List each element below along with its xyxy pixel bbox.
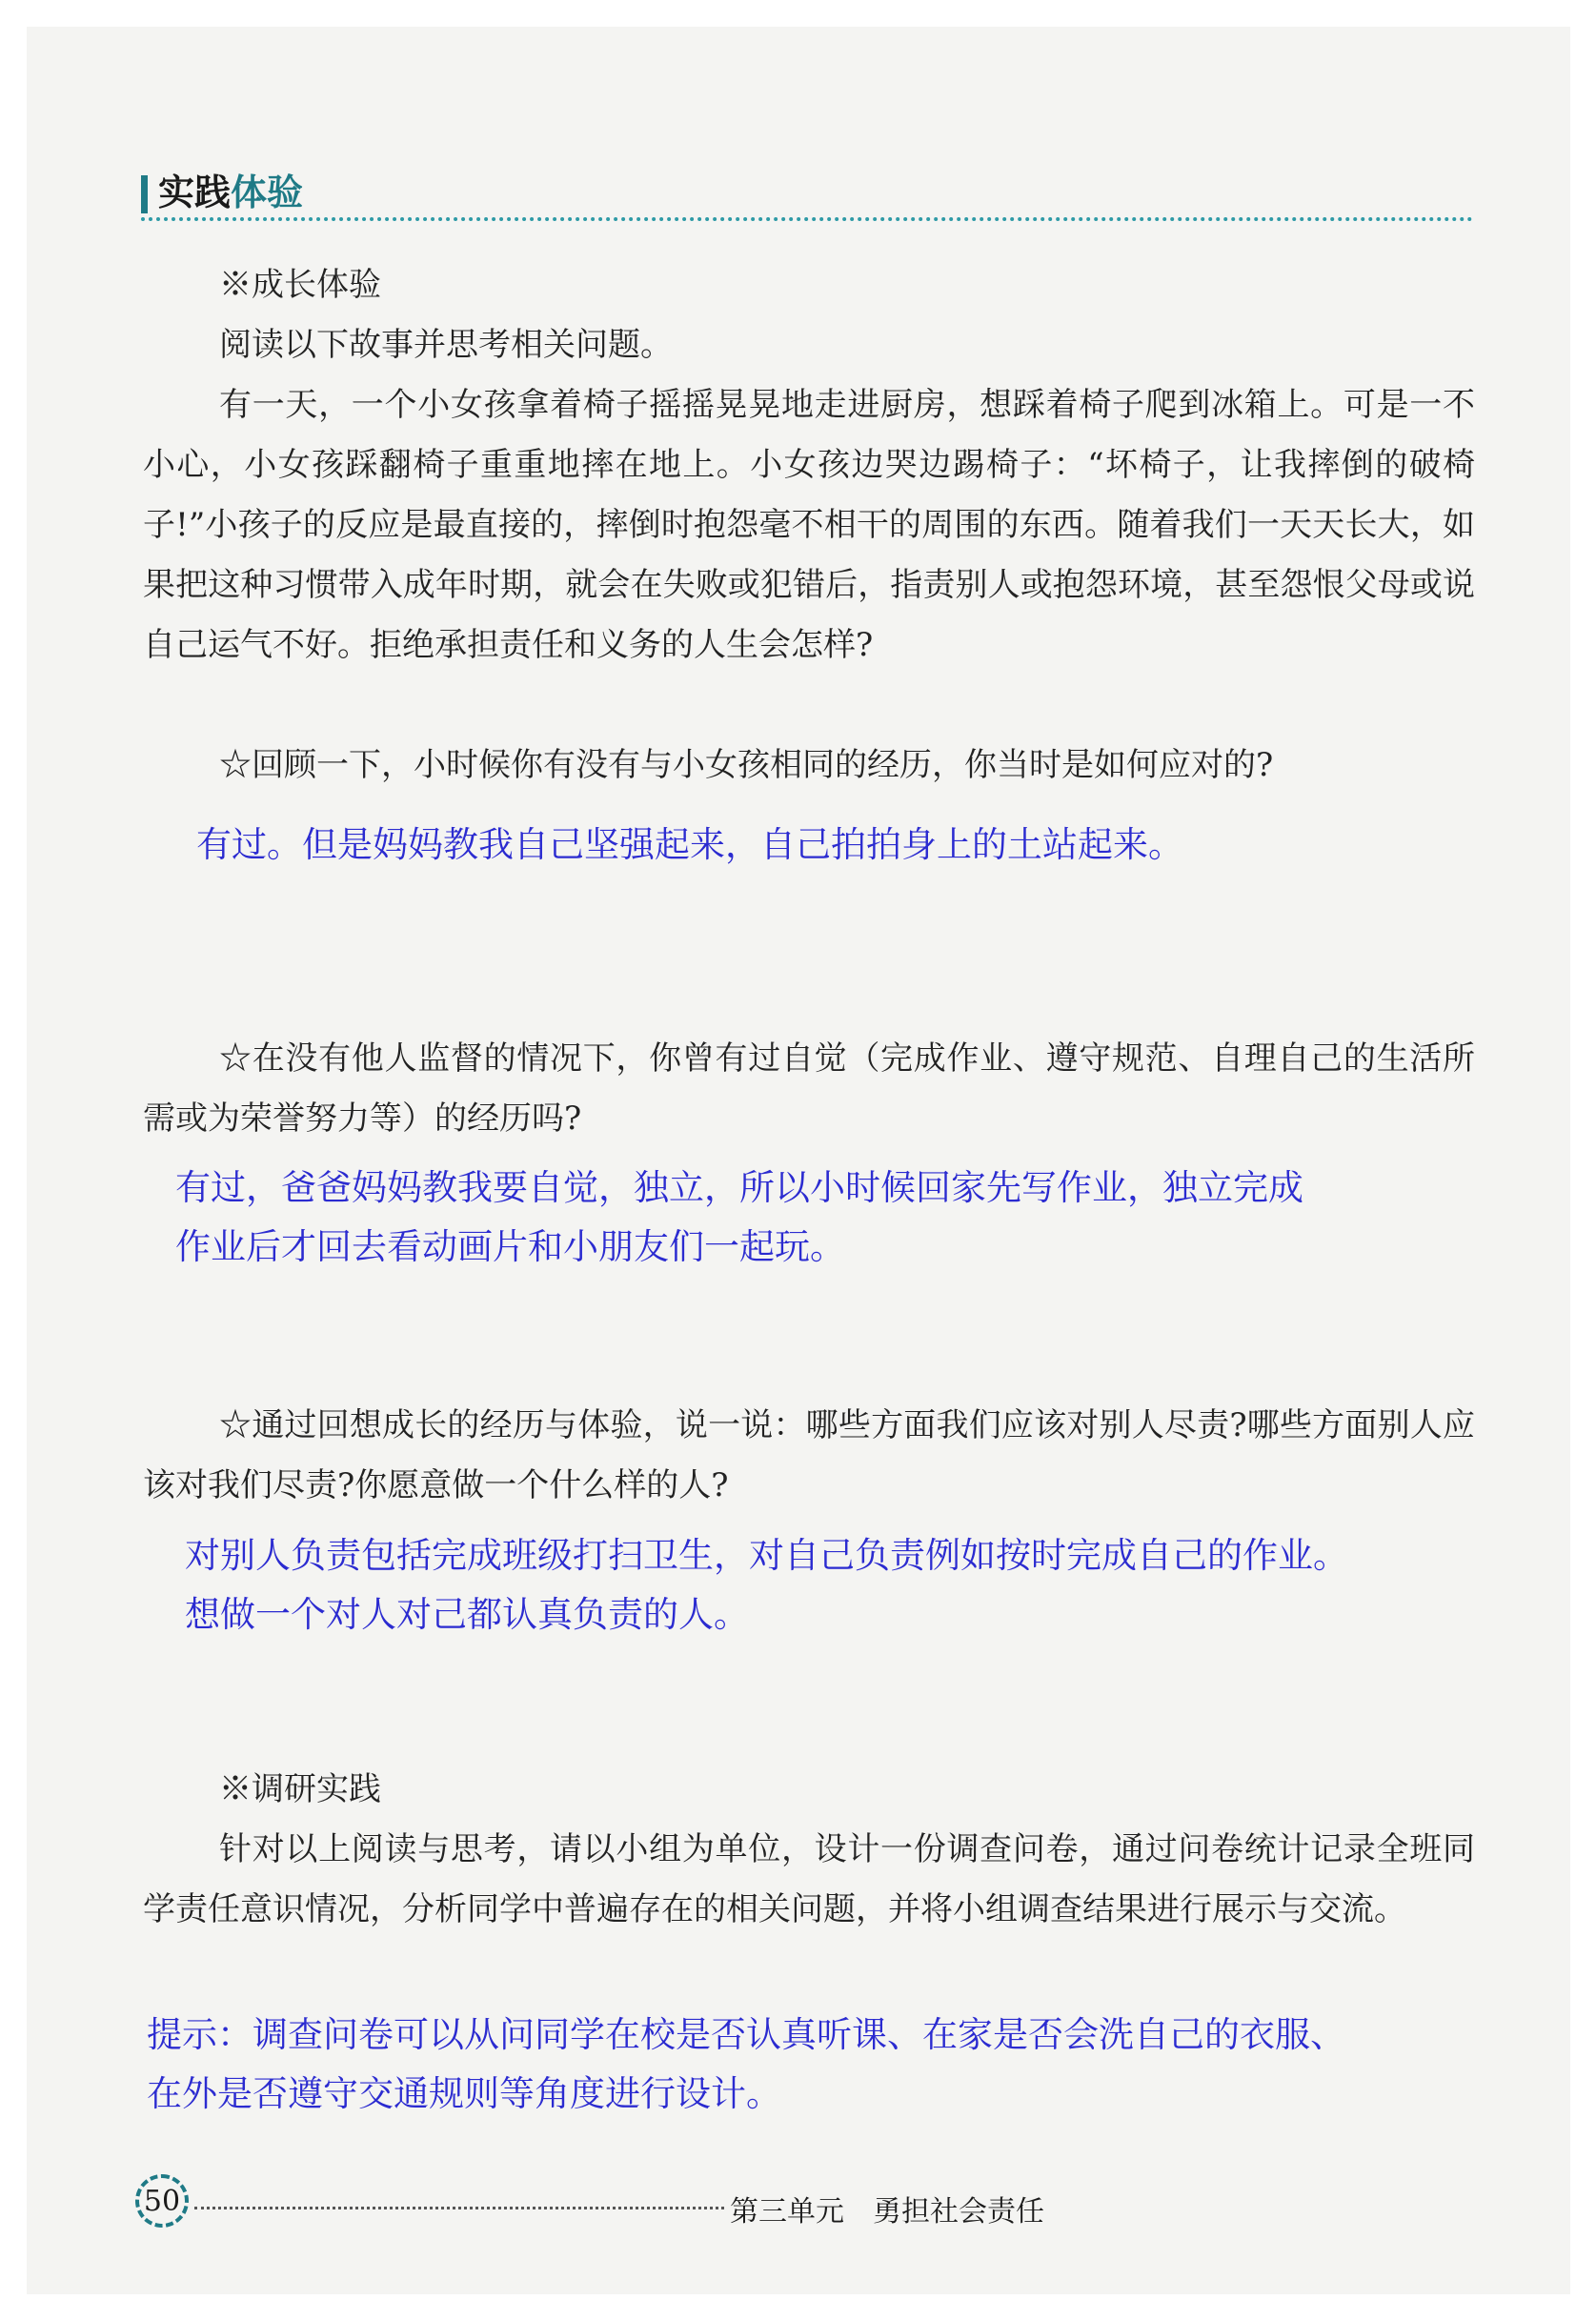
growth-heading: ※成长体验 xyxy=(219,266,381,304)
page-number: 50 xyxy=(143,2184,181,2218)
research-heading: ※调研实践 xyxy=(219,1770,381,1808)
answer-2-line-2: 作业后才回去看动画片和小朋友们一起玩。 xyxy=(175,1226,845,1267)
question-3: ☆通过回想成长的经历与体验，说一说：哪些方面我们应该对别人尽责?哪些方面别人应该对我们尽责?你愿意做一个什么样的人? xyxy=(143,1406,1475,1504)
section-header xyxy=(141,164,1475,221)
hint-line-2: 在外是否遵守交通规则等角度进行设计。 xyxy=(147,2073,781,2114)
question-1: ☆回顾一下，小时候你有没有与小女孩相同的经历，你当时是如何应对的? xyxy=(219,746,1274,784)
story-paragraph: 有一天，一个小女孩拿着椅子摇摇晃晃地走进厨房，想踩着椅子爬到冰箱上。可是一不小心，小女孩踩翻椅子重重地摔在地上。小女孩边哭边踢椅子：“坏椅子，让我摔倒的破椅子!”小孩子的反应是最直接的，摔倒时抱怨毫不相干的周围的东西。随着我们一天天长大，如果把这种习惯带入成年时期，就会在失败或犯错后，指责别人或抱怨环境，甚至怨恨父母或说自己运气不好。拒绝承担责任和义务的人生会怎样? xyxy=(143,386,1475,664)
answer-3-line-1: 对别人负责包括完成班级打扫卫生，对自己负责例如按时完成自己的作业。 xyxy=(185,1535,1348,1576)
header-accent-bar xyxy=(141,175,148,213)
page-number-badge xyxy=(135,2174,189,2228)
question-2: ☆在没有他人监督的情况下，你曾有过自觉（完成作业、遵守规范、自理自己的生活所需或为荣誉努力等）的经历吗? xyxy=(143,1039,1475,1138)
header-dotted-rule xyxy=(141,217,1473,221)
header-title: 实践体验 xyxy=(158,171,304,213)
answer-1: 有过。但是妈妈教我自己坚强起来，自己拍拍身上的土站起来。 xyxy=(196,824,1183,865)
footer-dotted-rule xyxy=(194,2207,724,2209)
answer-3-line-2: 想做一个对人对己都认真负责的人。 xyxy=(185,1594,749,1635)
reading-intro: 阅读以下故事并思考相关问题。 xyxy=(219,326,673,364)
research-paragraph: 针对以上阅读与思考，请以小组为单位，设计一份调查问卷，通过问卷统计记录全班同学责任意识情况，分析同学中普遍存在的相关问题，并将小组调查结果进行展示与交流。 xyxy=(143,1830,1475,1928)
answer-2-line-1: 有过，爸爸妈妈教我要自觉，独立，所以小时候回家先写作业，独立完成 xyxy=(175,1167,1303,1208)
hint-line-1: 提示：调查问卷可以从问同学在校是否认真听课、在家是否会洗自己的衣服、 xyxy=(147,2014,1345,2055)
footer-unit-label: 第三单元 勇担社会责任 xyxy=(730,2195,1044,2229)
